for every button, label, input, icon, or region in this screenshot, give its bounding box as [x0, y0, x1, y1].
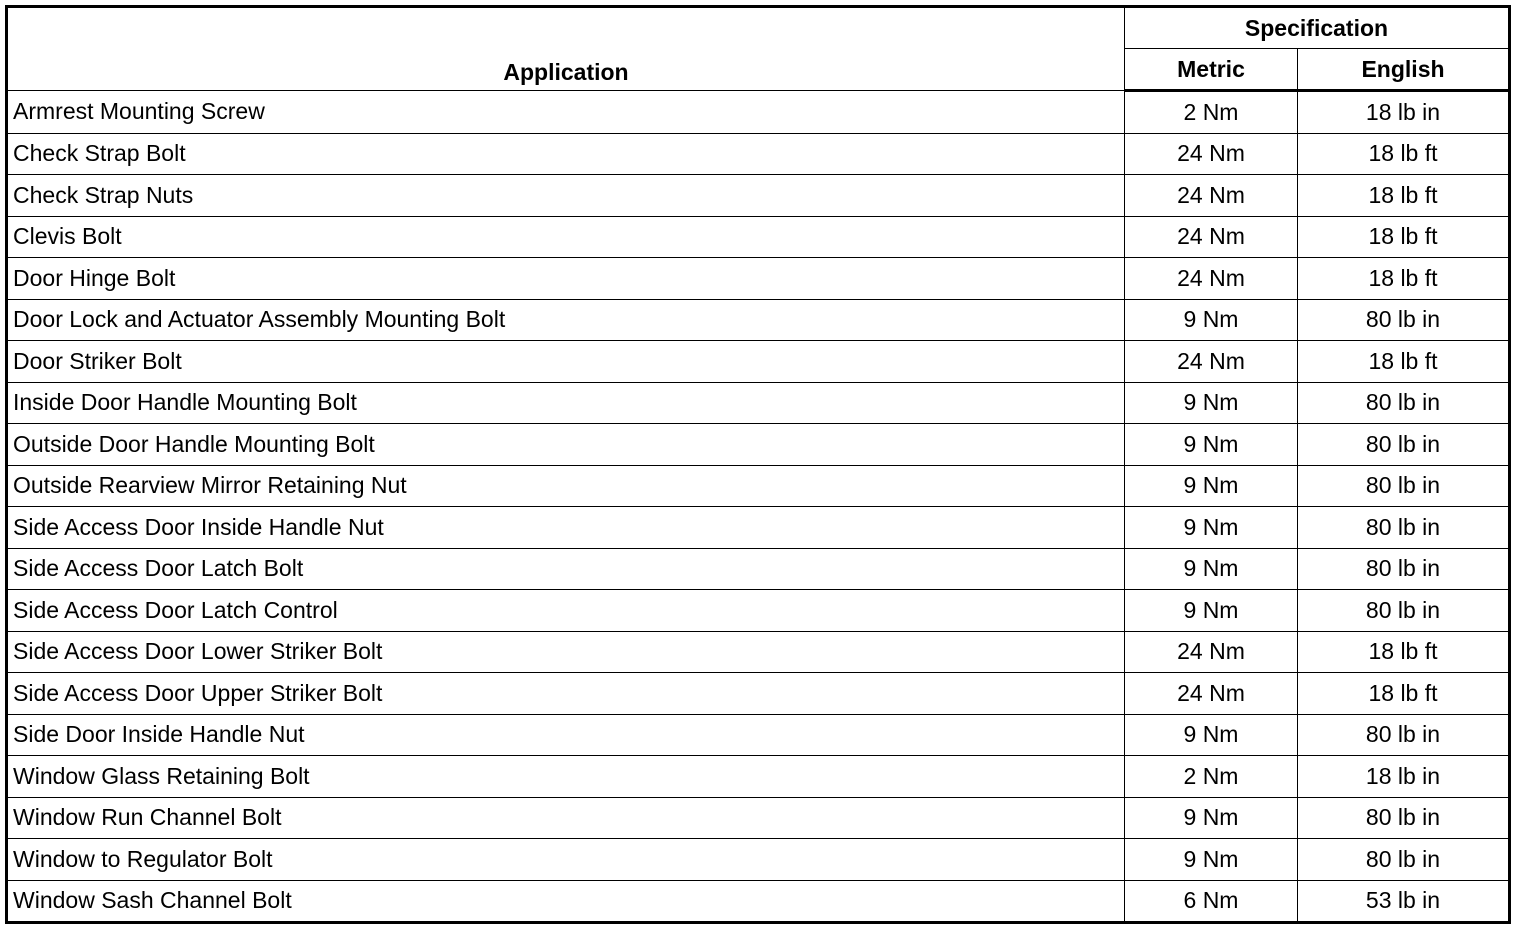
application-cell: Door Lock and Actuator Assembly Mounting Bolt	[7, 299, 1125, 341]
metric-value-cell: 9 Nm	[1125, 839, 1298, 881]
english-value-cell: 18 lb ft	[1298, 175, 1510, 217]
metric-value-cell: 2 Nm	[1125, 756, 1298, 798]
metric-value-cell: 24 Nm	[1125, 258, 1298, 300]
english-value-cell: 80 lb in	[1298, 507, 1510, 549]
metric-value-cell: 9 Nm	[1125, 465, 1298, 507]
metric-value-cell: 24 Nm	[1125, 673, 1298, 715]
english-value-cell: 80 lb in	[1298, 382, 1510, 424]
english-value-cell: 80 lb in	[1298, 714, 1510, 756]
header-row-top	[7, 7, 1510, 49]
application-cell: Window Run Channel Bolt	[7, 797, 1125, 839]
table-body	[7, 91, 1510, 923]
metric-value-cell: 9 Nm	[1125, 797, 1298, 839]
application-cell: Outside Door Handle Mounting Bolt	[7, 424, 1125, 466]
english-value-cell: 18 lb ft	[1298, 631, 1510, 673]
table-row	[7, 216, 1510, 258]
metric-value-cell: 9 Nm	[1125, 714, 1298, 756]
metric-value-cell: 9 Nm	[1125, 548, 1298, 590]
english-value-cell: 18 lb in	[1298, 756, 1510, 798]
table-row	[7, 756, 1510, 798]
application-cell: Check Strap Bolt	[7, 133, 1125, 175]
english-value-cell: 18 lb ft	[1298, 673, 1510, 715]
application-cell: Door Striker Bolt	[7, 341, 1125, 383]
metric-value-cell: 24 Nm	[1125, 631, 1298, 673]
table-row	[7, 424, 1510, 466]
metric-value-cell: 24 Nm	[1125, 133, 1298, 175]
torque-spec-table	[5, 5, 1511, 924]
metric-value-cell: 24 Nm	[1125, 216, 1298, 258]
english-value-cell: 18 lb ft	[1298, 341, 1510, 383]
table-row	[7, 507, 1510, 549]
metric-value-cell: 9 Nm	[1125, 507, 1298, 549]
table-row	[7, 880, 1510, 923]
english-value-cell: 80 lb in	[1298, 797, 1510, 839]
application-cell: Clevis Bolt	[7, 216, 1125, 258]
english-value-cell: 80 lb in	[1298, 299, 1510, 341]
metric-value-cell: 24 Nm	[1125, 341, 1298, 383]
application-cell: Window Sash Channel Bolt	[7, 880, 1125, 923]
table-row	[7, 465, 1510, 507]
application-column-header: Application	[7, 7, 1125, 91]
table-row	[7, 258, 1510, 300]
table-row	[7, 548, 1510, 590]
english-value-cell: 80 lb in	[1298, 839, 1510, 881]
english-value-cell: 80 lb in	[1298, 424, 1510, 466]
metric-value-cell: 6 Nm	[1125, 880, 1298, 923]
metric-value-cell: 9 Nm	[1125, 299, 1298, 341]
english-column-header: English	[1298, 49, 1510, 91]
metric-value-cell: 2 Nm	[1125, 91, 1298, 134]
metric-value-cell: 9 Nm	[1125, 382, 1298, 424]
application-cell: Side Access Door Latch Control	[7, 590, 1125, 632]
table-row	[7, 631, 1510, 673]
table-row	[7, 839, 1510, 881]
table-header	[7, 7, 1510, 91]
english-value-cell: 80 lb in	[1298, 465, 1510, 507]
english-value-cell: 18 lb ft	[1298, 216, 1510, 258]
english-value-cell: 53 lb in	[1298, 880, 1510, 923]
application-cell: Outside Rearview Mirror Retaining Nut	[7, 465, 1125, 507]
table-row	[7, 341, 1510, 383]
table-row	[7, 714, 1510, 756]
english-value-cell: 80 lb in	[1298, 590, 1510, 632]
english-value-cell: 18 lb ft	[1298, 133, 1510, 175]
specification-group-header: Specification	[1125, 7, 1510, 49]
application-cell: Window Glass Retaining Bolt	[7, 756, 1125, 798]
english-value-cell: 80 lb in	[1298, 548, 1510, 590]
application-cell: Armrest Mounting Screw	[7, 91, 1125, 134]
application-cell: Side Access Door Lower Striker Bolt	[7, 631, 1125, 673]
metric-column-header: Metric	[1125, 49, 1298, 91]
table-row	[7, 91, 1510, 134]
application-cell: Check Strap Nuts	[7, 175, 1125, 217]
table-row	[7, 299, 1510, 341]
application-cell: Side Access Door Upper Striker Bolt	[7, 673, 1125, 715]
application-cell: Side Door Inside Handle Nut	[7, 714, 1125, 756]
metric-value-cell: 9 Nm	[1125, 590, 1298, 632]
metric-value-cell: 24 Nm	[1125, 175, 1298, 217]
table-row	[7, 673, 1510, 715]
table-row	[7, 175, 1510, 217]
table-row	[7, 590, 1510, 632]
table-row	[7, 382, 1510, 424]
metric-value-cell: 9 Nm	[1125, 424, 1298, 466]
table-row	[7, 797, 1510, 839]
english-value-cell: 18 lb ft	[1298, 258, 1510, 300]
application-cell: Side Access Door Inside Handle Nut	[7, 507, 1125, 549]
application-cell: Window to Regulator Bolt	[7, 839, 1125, 881]
application-cell: Door Hinge Bolt	[7, 258, 1125, 300]
english-value-cell: 18 lb in	[1298, 91, 1510, 134]
application-cell: Side Access Door Latch Bolt	[7, 548, 1125, 590]
table-row	[7, 133, 1510, 175]
application-cell: Inside Door Handle Mounting Bolt	[7, 382, 1125, 424]
